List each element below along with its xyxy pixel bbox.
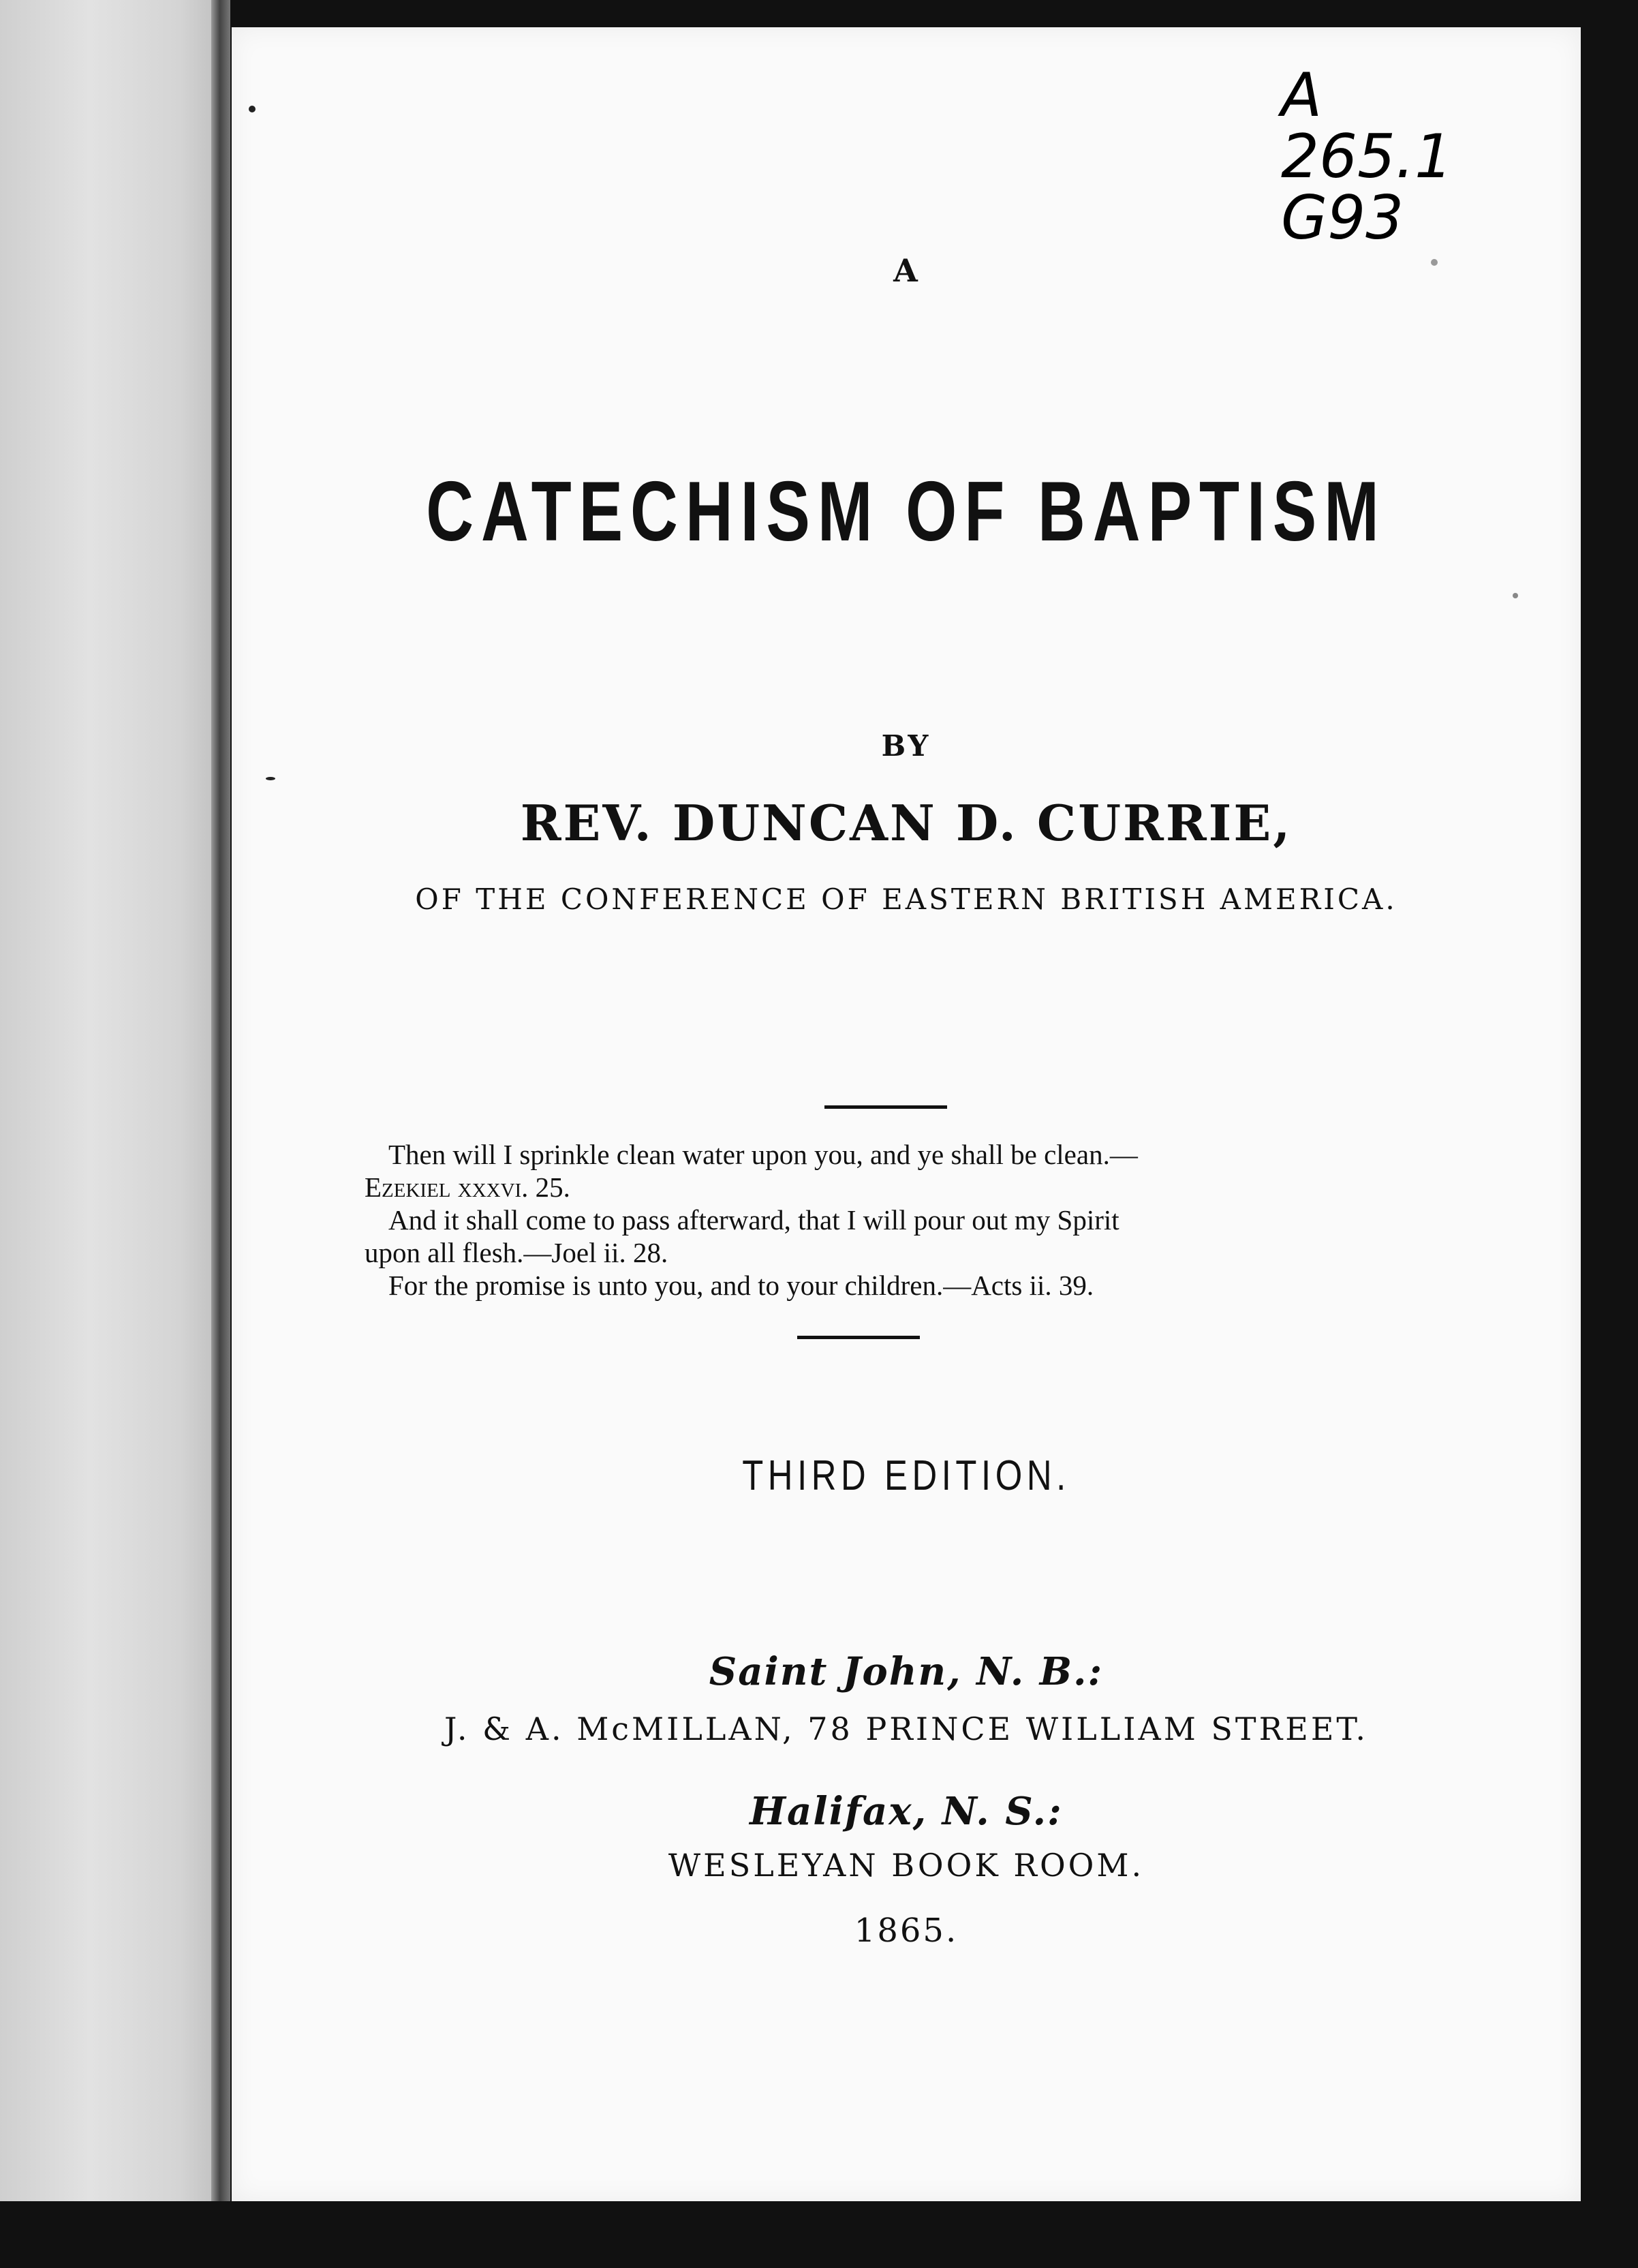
divider-rule-top (824, 1105, 947, 1109)
epigraph-2-text: And it shall come to pass afterward, that I will pour out my Spirit (388, 1204, 1119, 1236)
imprint-year: 1865. (854, 1912, 959, 1950)
title-page (232, 27, 1581, 2201)
book-title: CATECHISM OF BAPTISM (426, 465, 1387, 559)
epigraph-3-text: For the promise is unto you, and to your children.—Acts ii. 39. (388, 1270, 1094, 1301)
divider-rule-bottom (797, 1336, 920, 1339)
author-affiliation: OF THE CONFERENCE OF EASTERN BRITISH AMERICA. (415, 883, 1397, 916)
spine-edge (211, 0, 230, 2268)
edition-statement: THIRD EDITION. (742, 1452, 1070, 1499)
epigraph-2-continuation: upon all flesh.—Joel ii. 28. (365, 1237, 668, 1268)
call-number-line-1: A (1281, 60, 1323, 130)
scan-speck (249, 106, 256, 112)
book-spine (0, 0, 225, 2268)
scan-right-border (1581, 0, 1638, 2268)
scan-bottom-border (0, 2201, 1638, 2268)
imprint-city-saint-john: Saint John, N. B.: (709, 1649, 1104, 1694)
epigraphs (365, 1138, 1482, 1302)
title-article: A (893, 252, 919, 289)
imprint-city-halifax: Halifax, N. S.: (750, 1789, 1063, 1834)
imprint-publisher-wesleyan: WESLEYAN BOOK ROOM. (668, 1847, 1145, 1884)
scan-speck (266, 777, 275, 780)
epigraph-1-reference: Ezekiel xxxvi. 25. (365, 1171, 570, 1203)
by-line: BY (881, 729, 931, 763)
handwritten-call-number (1281, 60, 1453, 253)
call-number-line-2: 265.1 (1281, 121, 1453, 191)
imprint-publisher-mcmillan: J. & A. McMILLAN, 78 PRINCE WILLIAM STREET. (444, 1711, 1368, 1747)
scan-top-border (0, 0, 1638, 27)
epigraph-1-text: Then will I sprinkle clean water upon you, and ye shall be clean.— (388, 1139, 1138, 1170)
scan-speck (1513, 593, 1518, 598)
call-number-line-3: G93 (1281, 183, 1404, 253)
scan-speck (1431, 259, 1438, 266)
author-name: REV. DUNCAN D. CURRIE, (520, 794, 1293, 852)
